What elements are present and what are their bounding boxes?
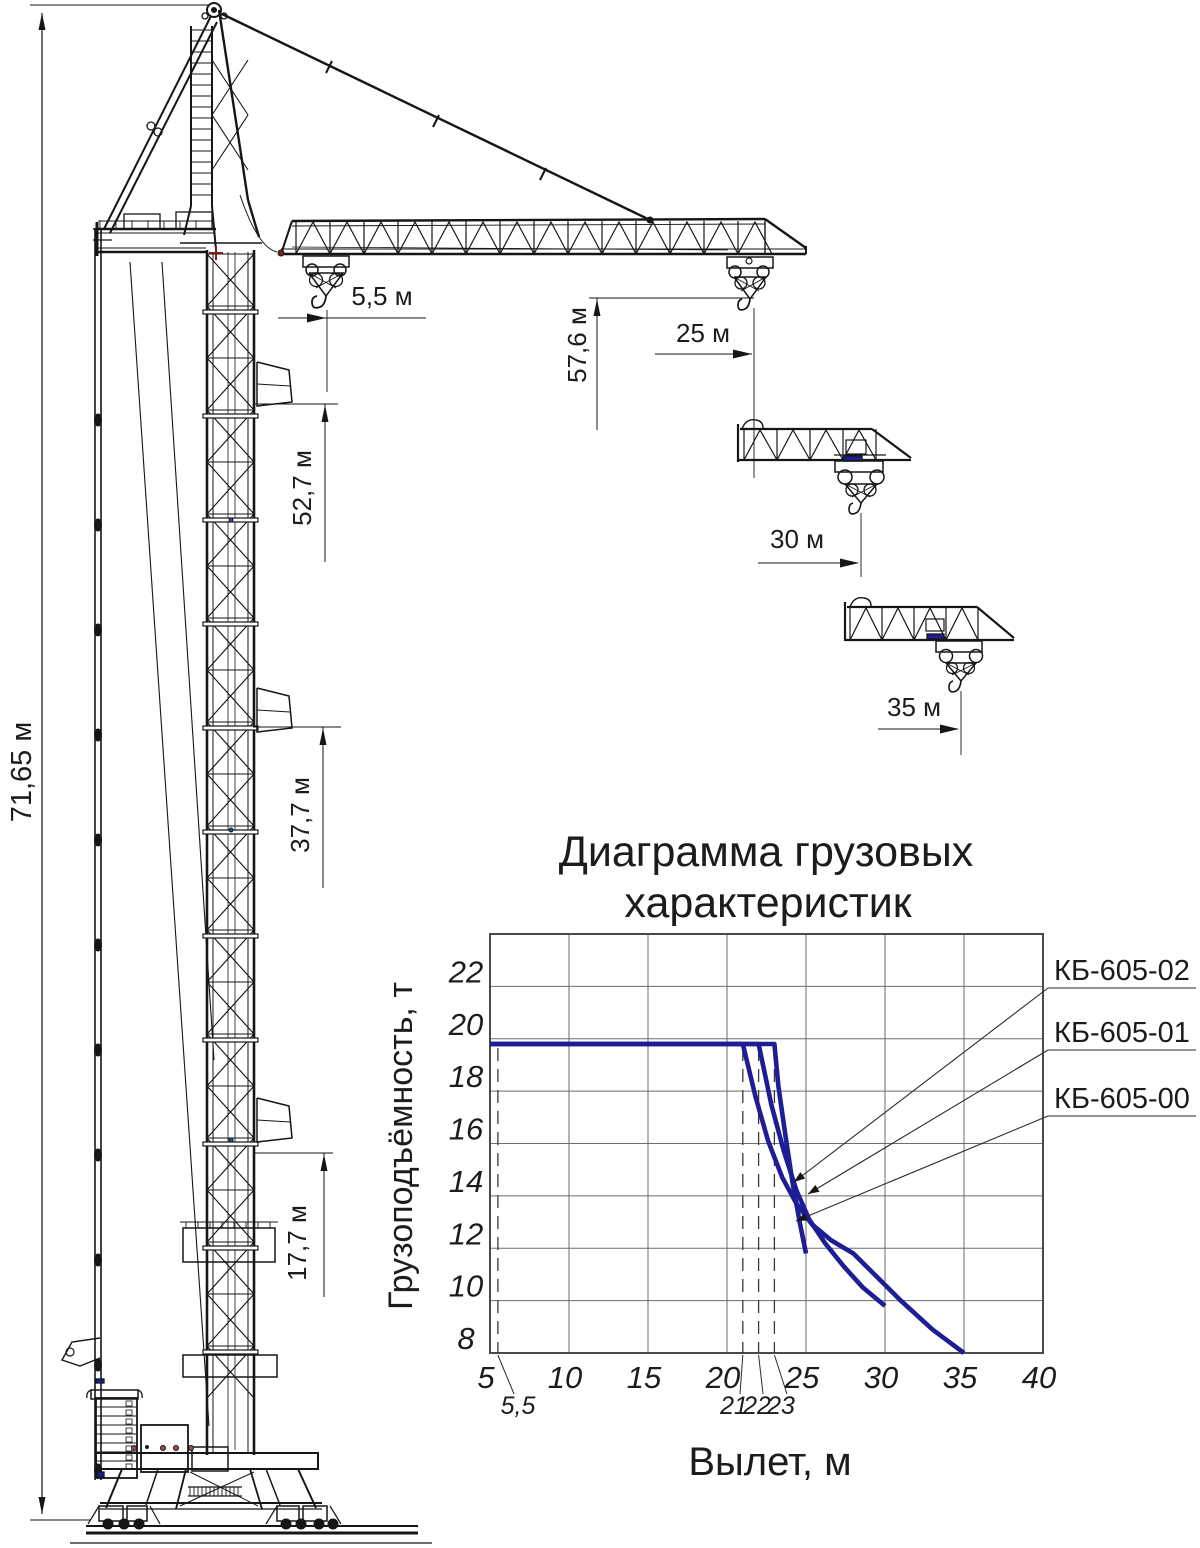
main-jib [281, 219, 806, 254]
y-tick-label: 18 [448, 1059, 484, 1095]
dimension-label-radius-30: 30 м [769, 524, 825, 554]
chart-title-line2: характеристик [624, 879, 912, 927]
legend-label: КБ-605-00 [1054, 1083, 1190, 1115]
y-tick-label: 12 [448, 1216, 484, 1252]
x-subtick-label: 21 [720, 1392, 748, 1420]
y-tick-label: 16 [448, 1111, 484, 1147]
y-tick-label: 10 [448, 1268, 484, 1304]
dimension-label-height-17-7: 17,7 м [282, 1205, 312, 1281]
x-subtick-label: 5,5 [500, 1392, 536, 1420]
chart-x-axis-title: Вылет, м [688, 1440, 852, 1484]
tower-crane-elevation [62, 3, 1014, 1543]
chart-dashed-guides [498, 1048, 775, 1353]
x-tick-label: 30 [863, 1360, 899, 1395]
x-tick-label: 20 [705, 1360, 741, 1395]
chart-grid [490, 934, 1043, 1353]
x-tick-label: 40 [1021, 1360, 1057, 1395]
legend-label: КБ-605-01 [1054, 1017, 1190, 1049]
chart-legend [794, 955, 1196, 1221]
cathead-tower-head [180, 3, 277, 252]
x-tick-label: 15 [626, 1360, 662, 1395]
chart-title-line1: Диаграмма грузовых [558, 828, 974, 876]
jib-35m [845, 598, 1014, 755]
dimension-label-radius-25: 25 м [675, 318, 731, 348]
hook-block-min-radius [303, 256, 349, 392]
dimension-label-min-radius: 5,5 м [351, 281, 413, 311]
legend-label: КБ-605-02 [1054, 955, 1190, 987]
x-subtick-label: 23 [767, 1392, 795, 1420]
y-tick-label: 8 [457, 1321, 475, 1356]
dimension-label-hook-height: 57,6 м [562, 307, 592, 383]
dimension-label-height-37-7: 37,7 м [285, 777, 315, 853]
x-tick-label: 35 [942, 1360, 978, 1395]
dimension-label-height-52-7: 52,7 м [287, 450, 317, 526]
x-tick-label: 5 [477, 1360, 495, 1395]
y-tick-label: 20 [448, 1006, 484, 1042]
y-tick-label: 14 [448, 1163, 484, 1199]
dimension-label-total-height: 71,65 м [6, 721, 38, 823]
dimension-lines [30, 5, 959, 1520]
load-capacity-chart [382, 828, 1196, 1484]
chart-y-axis-title: Грузоподъёмность, т [382, 982, 420, 1310]
tower-mast [203, 250, 258, 1455]
y-tick-label: 22 [448, 954, 484, 990]
x-tick-label: 25 [784, 1360, 820, 1395]
dimension-label-radius-35: 35 м [886, 692, 942, 722]
counter-jib [97, 212, 216, 256]
hook-block-jib-tip [727, 257, 773, 478]
x-tick-label: 10 [547, 1360, 583, 1395]
chart-text [382, 828, 1056, 1484]
x-subtick-label: 22 [743, 1392, 771, 1420]
